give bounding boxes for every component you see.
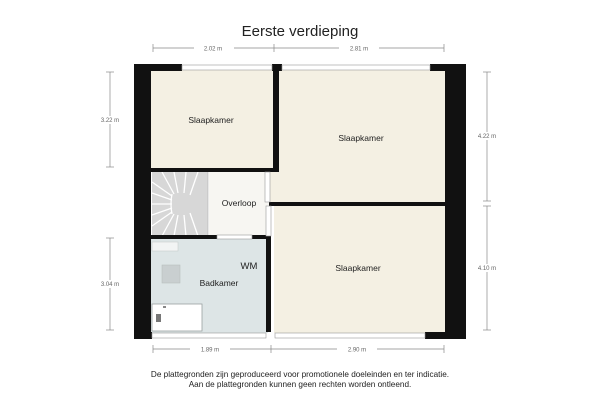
room-label-top-left: Slaapkamer <box>188 115 234 125</box>
door-bottom-right-bedroom <box>266 206 271 236</box>
room-label-bathroom: Badkamer <box>199 278 239 288</box>
dimension-top-right: 2.81 m <box>349 46 369 53</box>
floor-title: Eerste verdieping <box>241 23 359 40</box>
disclaimer-line-2: Aan de plattegronden kunnen geen rechten worden ontleend. <box>188 380 412 389</box>
inner-wall-bath-right <box>266 238 271 332</box>
outer-wall-bottom-right <box>425 332 466 339</box>
outer-wall-right <box>445 64 466 339</box>
inner-wall-vertical-top <box>273 68 279 172</box>
inner-wall-bedrooms-divider <box>269 202 446 206</box>
toilet <box>162 265 180 283</box>
disclaimer-line-1: De plattegronden zijn geproduceerd voor promotionele doeleinden en ter indicatie. <box>150 370 450 379</box>
window-top-right <box>282 65 430 70</box>
dimension-top-left: 2.02 m <box>203 46 223 53</box>
dimension-left-upper: 3.22 m <box>100 118 120 124</box>
dimension-bottom-left: 1.89 m <box>200 347 220 354</box>
room-label-top-right: Slaapkamer <box>338 133 384 143</box>
outer-wall-top-left <box>134 64 182 71</box>
inner-wall-bath-landing <box>151 235 217 239</box>
outer-wall-top-right <box>430 64 466 71</box>
door-top-right-bedroom <box>265 172 270 202</box>
window-bottom-left <box>152 333 266 338</box>
sink <box>152 242 178 251</box>
washer-label: WM <box>240 261 258 272</box>
door-bathroom <box>217 235 252 239</box>
staircase <box>152 172 208 236</box>
window-bottom-right <box>275 333 425 338</box>
dimension-right-lower: 4.10 m <box>477 266 497 272</box>
room-label-landing: Overloop <box>221 198 257 208</box>
inner-wall-bedroom-bottom <box>151 168 277 172</box>
outer-wall-bottom-left <box>134 332 152 339</box>
dimension-left-lower: 3.04 m <box>100 282 120 288</box>
dimension-right-upper: 4.22 m <box>477 134 497 140</box>
room-label-bottom-right: Slaapkamer <box>335 263 381 273</box>
outer-wall-left <box>134 64 151 339</box>
disclaimer <box>0 370 600 390</box>
corridor-floor <box>269 172 279 203</box>
dimension-bottom-right: 2.90 m <box>347 347 367 354</box>
window-top-left <box>182 65 272 70</box>
